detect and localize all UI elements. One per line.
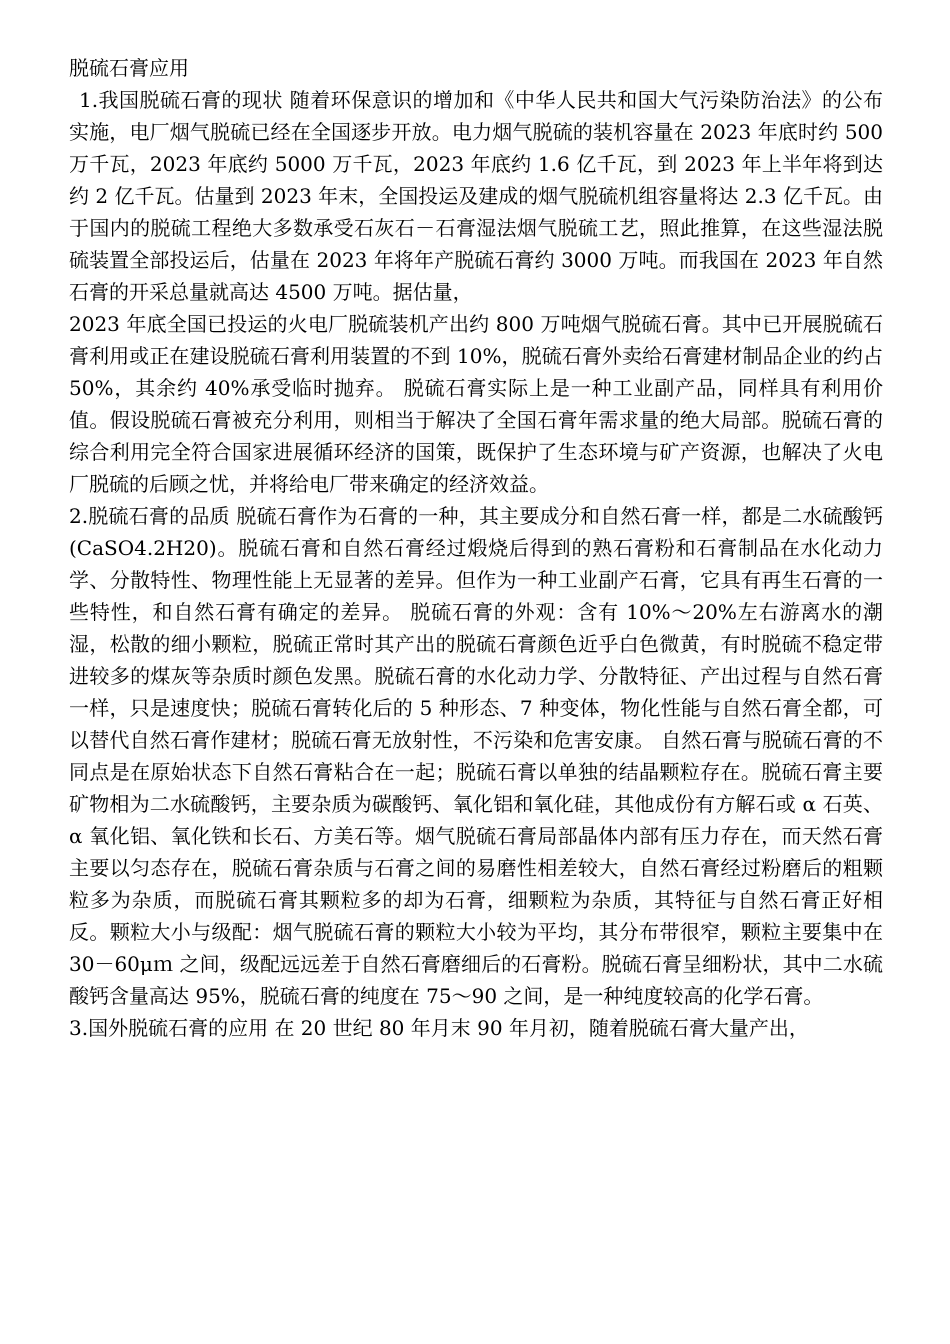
paragraph-domestic-status: 1.我国脱硫石膏的现状 随着环保意识的增加和《中华人民共和国大气污染防治法》的公布实施，电厂烟气脱硫已经在全国逐步开放。电力烟气脱硫的装机容量在 2023 年底时约 500 万千瓦，2023 年底约 5000 万千瓦，2023 年底约 1.6 亿千瓦，到 2023 年上半年将到达约 2 亿千瓦。估量到 2023 年末，全国投运及建成的烟气脱硫机组容量将达 2.3 亿千瓦。由于国内的脱硫工程绝大多数承受石灰石－石膏湿法烟气脱硫工艺，照此推算，在这些湿法脱硫装置全部投运后，估量在 2023 年将年产脱硫石膏约 3000 万吨。而我国在 2023 年自然石膏的开采总量就高达 4500 万吨。据估量， <box>69 88 883 304</box>
paragraph-gypsum-quality: 2.脱硫石膏的品质 脱硫石膏作为石膏的一种，其主要成分和自然石膏一样，都是二水硫酸钙(CaSO4.2H20)。脱硫石膏和自然石膏经过煅烧后得到的熟石膏粉和石膏制品在水化动力学、分散特性、物理性能上无显著的差异。但作为一种工业副产石膏，它具有再生石膏的一些特性，和自然石膏有确定的差异。 脱硫石膏的外观：含有 10%～20%左右游离水的潮湿，松散的细小颗粒，脱硫正常时其产出的脱硫石膏颜色近乎白色微黄，有时脱硫不稳定带进较多的煤灰等杂质时颜色发黑。脱硫石膏的水化动力学、分散特征、产出过程与自然石膏一样，只是速度快；脱硫石膏转化后的 5 种形态、7 种变体，物化性能与自然石膏全都，可以替代自然石膏作建材；脱硫石膏无放射性，不污染和危害安康。 自然石膏与脱硫石膏的不同点是在原始状态下自然石膏粘合在一起；脱硫石膏以单独的结晶颗粒存在。脱硫石膏主要矿物相为二水硫酸钙，主要杂质为碳酸钙、氧化铝和氧化硅，其他成份有方解石或 α 石英、α 氧化铝、氧化铁和长石、方美石等。烟气脱硫石膏局部晶体内部有压力存在，而天然石膏主要以匀态存在，脱硫石膏杂质与石膏之间的易磨性相差较大，自然石膏经过粉磨后的粗颗粒多为杂质，而脱硫石膏其颗粒多的却为石膏，细颗粒为杂质，其特征与自然石膏正好相反。颗粒大小与级配：烟气脱硫石膏的颗粒大小较为平均，其分布带很窄，颗粒主要集中在 30－60μｍ 之间，级配远远差于自然石膏磨细后的石膏粉。脱硫石膏呈细粉状，其中二水硫酸钙含量高达 95%，脱硫石膏的纯度在 75～90 之间，是一种纯度较高的化学石膏。 <box>69 504 883 1008</box>
document-page <box>69 52 883 1044</box>
paragraph-domestic-output: 2023 年底全国已投运的火电厂脱硫装机产出约 800 万吨烟气脱硫石膏。其中已开展脱硫石膏利用或正在建设脱硫石膏利用装置的不到 10%，脱硫石膏外卖给石膏建材制品企业的约占 50%，其余约 40%承受临时抛弃。 脱硫石膏实际上是一种工业副产品，同样具有利用价值。假设脱硫石膏被充分利用，则相当于解决了全国石膏年需求量的绝大局部。脱硫石膏的综合利用完全符合国家进展循环经济的国策，既保护了生态环境与矿产资源，也解决了火电厂脱硫的后顾之忧，并将给电厂带来确定的经济效益。 <box>69 312 883 496</box>
document-title: 脱硫石膏应用 <box>69 56 189 80</box>
paragraph-foreign-application: 3.国外脱硫石膏的应用 在 20 世纪 80 年月末 90 年月初，随着脱硫石膏大量产出， <box>69 1016 809 1040</box>
